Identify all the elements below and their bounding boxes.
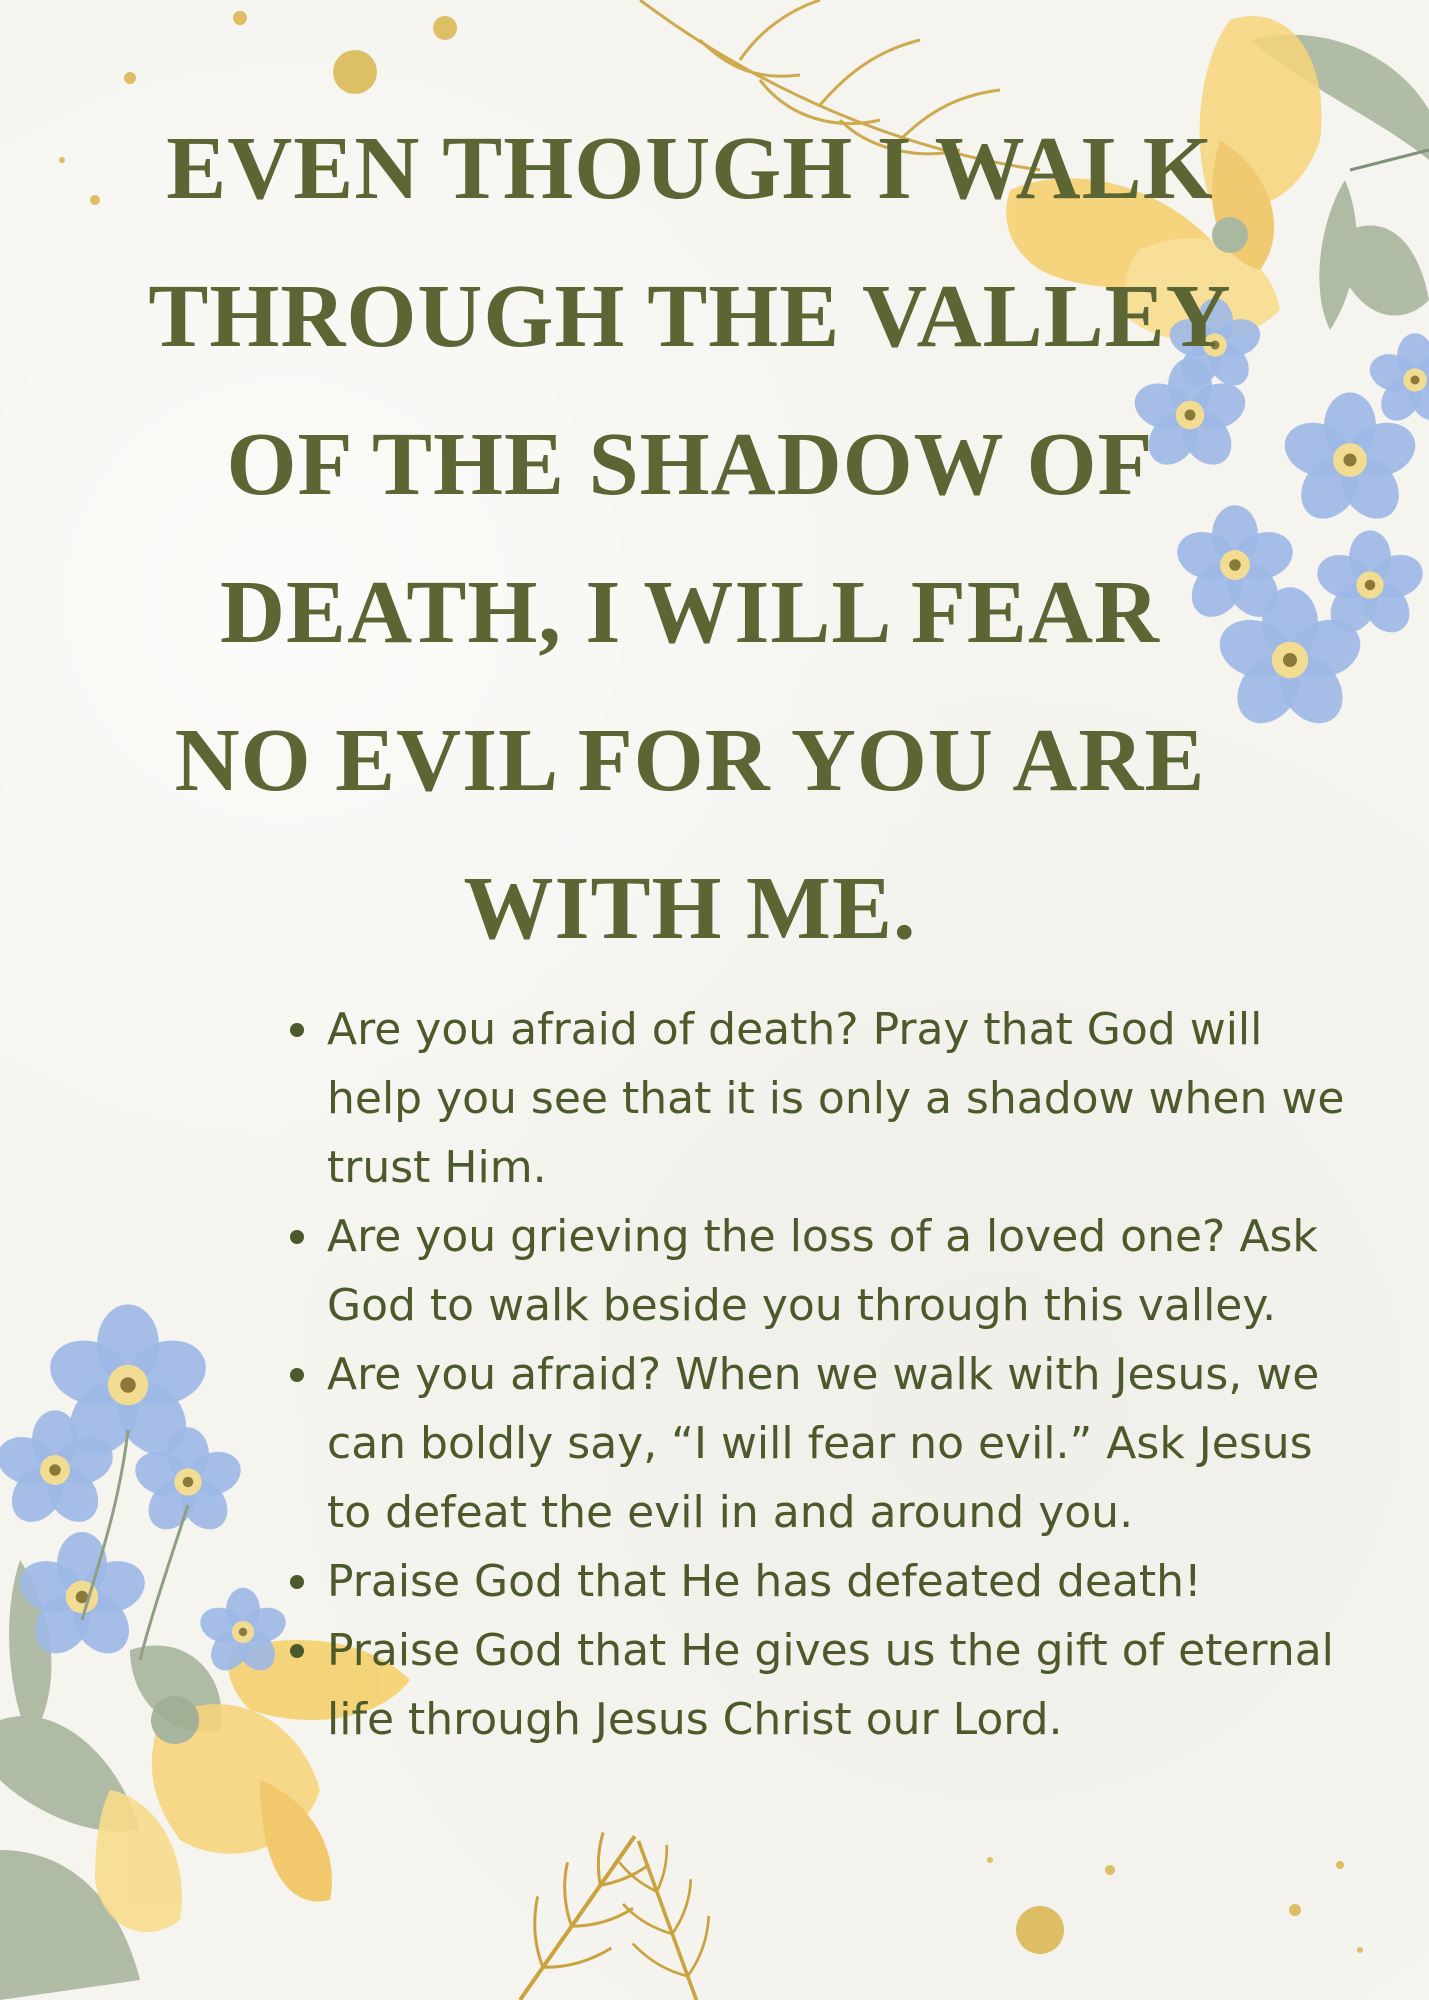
prompt-line: Praise God that He has defeated death! (327, 1556, 1202, 1607)
bullet-icon (290, 1023, 304, 1037)
prayer-prompt-item (282, 995, 1412, 1202)
forget-me-not-flower-icon (0, 1304, 290, 1677)
stem-icon (1350, 150, 1429, 170)
prayer-prompt-item (282, 1202, 1412, 1340)
bullet-icon (290, 1368, 304, 1382)
prompt-line: Are you afraid of death? Pray that God will (327, 1004, 1263, 1055)
prompt-line: Are you grieving the loss of a loved one? Ask (327, 1211, 1318, 1262)
prayer-prompt-item (282, 1547, 1412, 1616)
verse-line: WITH ME. (463, 859, 917, 958)
prompt-line: can boldly say, “I will fear no evil.” Ask Jesus (327, 1418, 1313, 1469)
prompt-line: God to walk beside you through this valley. (327, 1280, 1277, 1331)
prompt-line: trust Him. (327, 1142, 547, 1193)
prompt-line: to defeat the evil in and around you. (327, 1487, 1134, 1538)
bullet-icon (290, 1230, 304, 1244)
verse-line: NO EVIL FOR YOU ARE (174, 711, 1206, 810)
bullet-icon (290, 1575, 304, 1589)
bullet-icon (290, 1644, 304, 1658)
verse-line: OF THE SHADOW OF (226, 415, 1154, 514)
verse-line: EVEN THOUGH I WALK (166, 119, 1214, 218)
prompt-line: Are you afraid? When we walk with Jesus, we (327, 1349, 1320, 1400)
prayer-prompts-list (282, 995, 1412, 1754)
prompt-line: help you see that it is only a shadow when we (327, 1073, 1345, 1124)
prayer-prompt-item (282, 1340, 1412, 1547)
prompt-line: life through Jesus Christ our Lord. (327, 1694, 1063, 1745)
prompt-line: Praise God that He gives us the gift of eternal (327, 1625, 1334, 1676)
gold-fern-icon (483, 1810, 738, 2000)
prayer-prompt-item (282, 1616, 1412, 1754)
verse-line: DEATH, I WILL FEAR (220, 563, 1160, 662)
verse-line: THROUGH THE VALLEY (148, 267, 1232, 366)
verse-heading (20, 95, 1360, 983)
